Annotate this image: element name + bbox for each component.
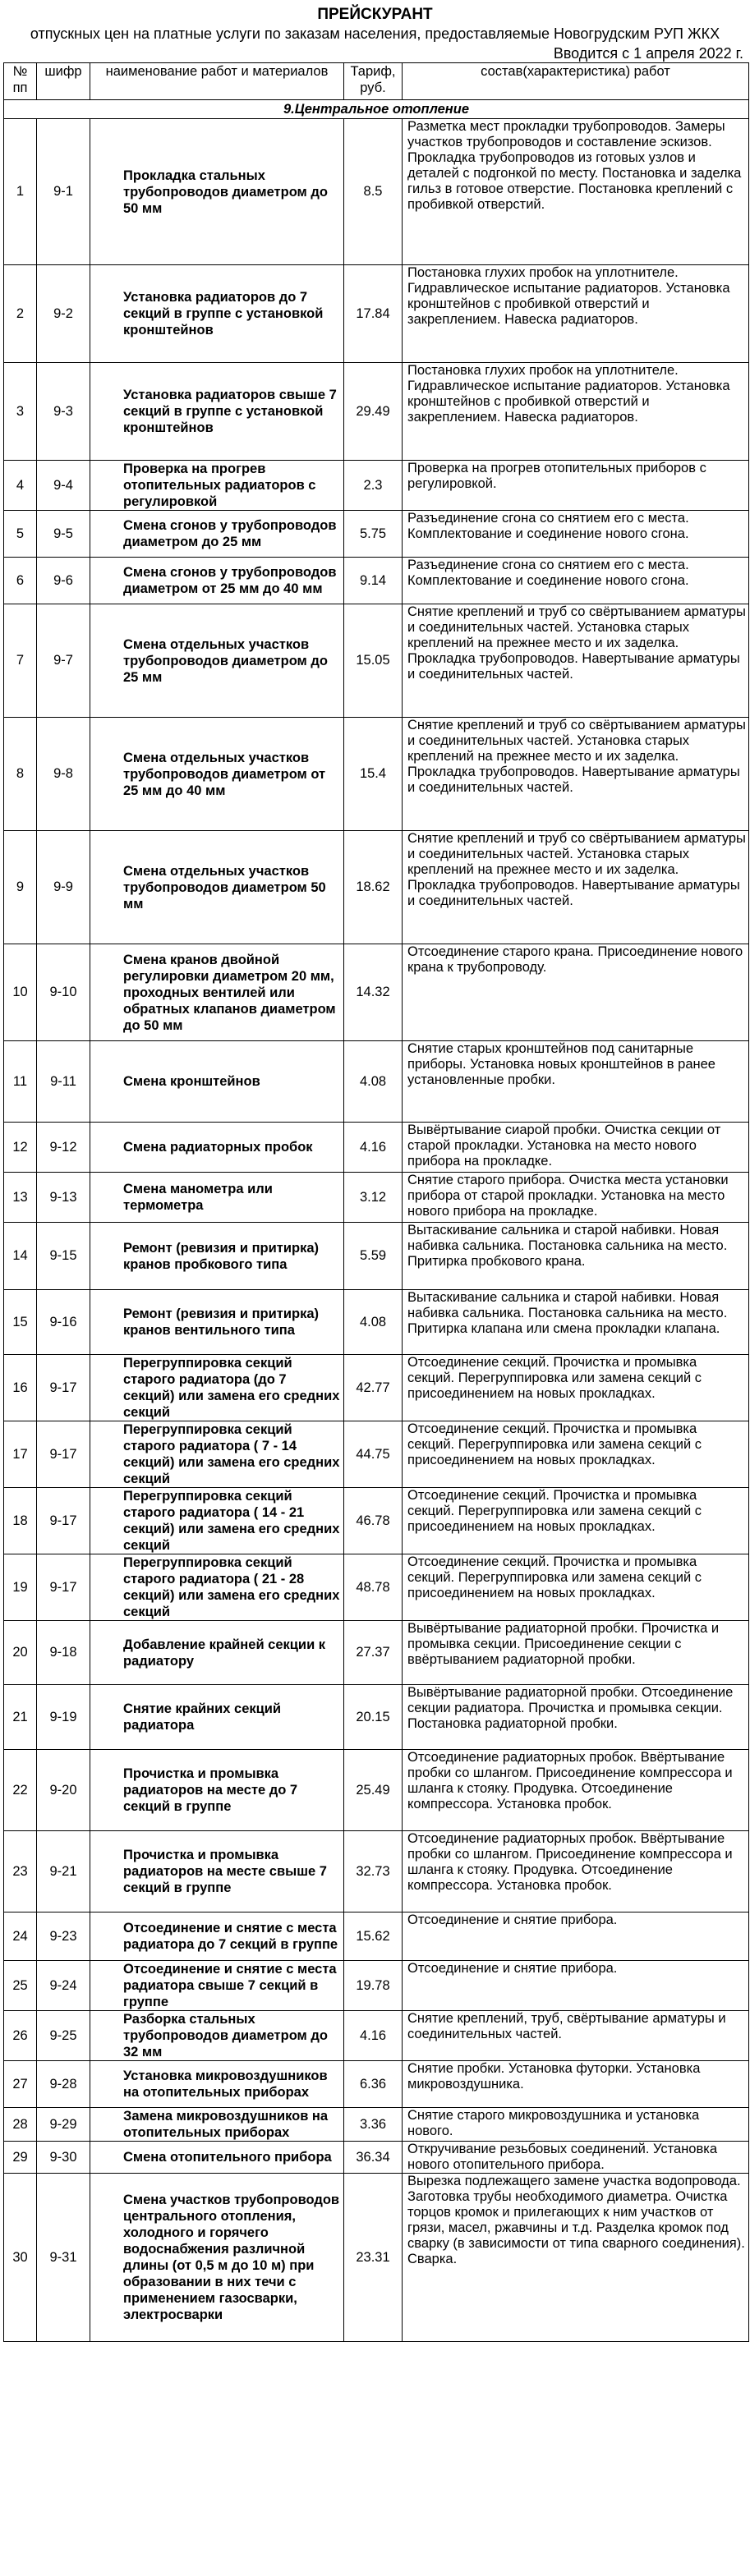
row-code: 9-31: [37, 2174, 90, 2342]
row-price: 36.34: [344, 2142, 403, 2174]
row-code: 9-13: [37, 1173, 90, 1223]
row-number: 4: [4, 461, 37, 511]
row-description: Снятие креплений и труб со свёртыванием арматуры и соединительных частей. Установка старых креплений на прежнее место и их заделка. Прокладка трубопроводов. Навертывание арматуры и соединительных частей.: [403, 604, 749, 718]
row-number: 30: [4, 2174, 37, 2342]
row-work-name: Прочистка и промывка радиаторов на месте свыше 7 секций в группе: [90, 1831, 344, 1912]
table-row: [4, 1041, 749, 1123]
row-number: 27: [4, 2061, 37, 2108]
table-row: [4, 1554, 749, 1621]
row-price: 15.4: [344, 718, 403, 831]
row-code: 9-6: [37, 558, 90, 604]
table-row: [4, 2142, 749, 2174]
row-description: Вывёртывание радиаторной пробки. Отсоединение секции радиатора. Прочистка и промывка секции. Постановка радиаторной пробки.: [403, 1685, 749, 1750]
row-description: Отсоединение секций. Прочистка и промывка секций. Перегруппировка или замена секций с присоединением на новых прокладках.: [403, 1554, 749, 1621]
row-work-name: Прокладка стальных трубопроводов диаметром до 50 мм: [90, 119, 344, 265]
table-row: [4, 461, 749, 511]
row-price: 44.75: [344, 1421, 403, 1488]
section-title: 9.Центральное отопление: [4, 100, 749, 119]
row-code: 9-19: [37, 1685, 90, 1750]
price-table: [3, 62, 749, 2342]
table-row: [4, 1621, 749, 1685]
table-row: [4, 2011, 749, 2061]
row-work-name: Перегруппировка секций старого радиатора ( 14 - 21 секций) или замена его средних секций: [90, 1488, 344, 1554]
table-row: [4, 1290, 749, 1355]
row-code: 9-8: [37, 718, 90, 831]
row-number: 12: [4, 1123, 37, 1173]
row-description: Постановка глухих пробок на уплотнителе. Гидравлическое испытание радиаторов. Установка кронштейнов с пробивкой отверстий и закреплением. Навеска радиаторов.: [403, 363, 749, 461]
row-code: 9-21: [37, 1831, 90, 1912]
table-row: [4, 1831, 749, 1912]
row-number: 1: [4, 119, 37, 265]
row-description: Отсоединение и снятие прибора.: [403, 1961, 749, 2011]
row-description: Отсоединение радиаторных пробок. Ввёртывание пробки со шлангом. Присоединение компрессора и шланга к стояку. Продувка. Отсоединение компрессора. Установка пробок.: [403, 1750, 749, 1831]
row-number: 19: [4, 1554, 37, 1621]
row-price: 48.78: [344, 1554, 403, 1621]
column-header-desc: состав(характеристика) работ: [403, 63, 749, 100]
row-number: 16: [4, 1355, 37, 1421]
row-description: Вывёртывание сиарой пробки. Очистка секции от старой прокладки. Установка на место нового прибора на прокладке.: [403, 1123, 749, 1173]
row-number: 29: [4, 2142, 37, 2174]
row-number: 23: [4, 1831, 37, 1912]
row-number: 25: [4, 1961, 37, 2011]
row-work-name: Ремонт (ревизия и притирка) кранов пробкового типа: [90, 1223, 344, 1290]
table-row: [4, 1750, 749, 1831]
row-code: 9-17: [37, 1488, 90, 1554]
row-number: 20: [4, 1621, 37, 1685]
row-description: Снятие старых кронштейнов под санитарные приборы. Установка новых кронштейнов в ранее установленные пробки.: [403, 1041, 749, 1123]
row-number: 2: [4, 265, 37, 363]
row-price: 8.5: [344, 119, 403, 265]
row-description: Откручивание резьбовых соединений. Установка нового отопительного прибора.: [403, 2142, 749, 2174]
row-work-name: Смена отдельных участков трубопроводов диаметром 50 мм: [90, 831, 344, 944]
table-row: [4, 119, 749, 265]
row-code: 9-9: [37, 831, 90, 944]
row-work-name: Ремонт (ревизия и притирка) кранов вентильного типа: [90, 1290, 344, 1355]
row-price: 32.73: [344, 1831, 403, 1912]
row-price: 4.08: [344, 1290, 403, 1355]
column-header-code: шифр: [37, 63, 90, 100]
row-description: Отсоединение секций. Прочистка и промывка секций. Перегруппировка или замена секций с присоединением на новых прокладках.: [403, 1355, 749, 1421]
row-code: 9-30: [37, 2142, 90, 2174]
row-number: 10: [4, 944, 37, 1041]
row-price: 20.15: [344, 1685, 403, 1750]
row-code: 9-11: [37, 1041, 90, 1123]
table-row: [4, 2174, 749, 2342]
row-description: Вытаскивание сальника и старой набивки. Новая набивка сальника. Постановка сальника на место. Притирка пробкового крана.: [403, 1223, 749, 1290]
row-price: 17.84: [344, 265, 403, 363]
row-work-name: Проверка на прогрев отопительных радиаторов с регулировкой: [90, 461, 344, 511]
row-description: Снятие креплений и труб со свёртыванием арматуры и соединительных частей. Установка старых креплений на прежнее место и их заделка. Прокладка трубопроводов. Навертывание арматуры и соединительных частей.: [403, 718, 749, 831]
row-description: Вытаскивание сальника и старой набивки. Новая набивка сальника. Постановка сальника на место. Притирка клапана или смена прокладки клапана.: [403, 1290, 749, 1355]
row-price: 14.32: [344, 944, 403, 1041]
row-number: 18: [4, 1488, 37, 1554]
table-header-row: [4, 63, 749, 100]
table-row: [4, 718, 749, 831]
row-price: 9.14: [344, 558, 403, 604]
row-price: 4.08: [344, 1041, 403, 1123]
row-description: Разъединение сгона со снятием его с места. Комплектование и соединение нового сгона.: [403, 511, 749, 558]
column-header-price: Тариф, руб.: [344, 63, 403, 100]
row-description: Снятие креплений, труб, свёртывание арматуры и соединительных частей.: [403, 2011, 749, 2061]
row-work-name: Смена сгонов у трубопроводов диаметром до 25 мм: [90, 511, 344, 558]
row-price: 46.78: [344, 1488, 403, 1554]
row-number: 26: [4, 2011, 37, 2061]
row-work-name: Добавление крайней секции к радиатору: [90, 1621, 344, 1685]
row-work-name: Отсоединение и снятие с места радиатора свыше 7 секций в группе: [90, 1961, 344, 2011]
row-work-name: Установка радиаторов до 7 секций в группе с установкой кронштейнов: [90, 265, 344, 363]
row-price: 3.12: [344, 1173, 403, 1223]
row-number: 8: [4, 718, 37, 831]
document-header: [0, 0, 750, 43]
column-header-num: № пп: [4, 63, 37, 100]
row-description: Вывёртывание радиаторной пробки. Прочистка и промывка секции. Присоединение секции с ввёртыванием радиаторной пробки.: [403, 1621, 749, 1685]
row-work-name: Смена кранов двойной регулировки диаметром 20 мм, проходных вентилей или обратных клапанов диаметром до 50 мм: [90, 944, 344, 1041]
row-code: 9-10: [37, 944, 90, 1041]
row-code: 9-4: [37, 461, 90, 511]
row-number: 15: [4, 1290, 37, 1355]
effective-date: Вводится с 1 апреля 2022 г.: [553, 45, 743, 62]
row-description: Вырезка подлежащего замене участка водопровода. Заготовка трубы необходимого диаметра. Очистка торцов кромок и прилегающих к ним участков от грязи, масел, ржавчины и т.д. Разделка кромок под сварку (в зависимости от типа сварного соединения). Сварка.: [403, 2174, 749, 2342]
table-row: [4, 604, 749, 718]
row-description: Отсоединение радиаторных пробок. Ввёртывание пробки со шлангом. Присоединение компрессора и шланга к стояку. Продувка. Отсоединение компрессора. Установка пробок.: [403, 1831, 749, 1912]
row-number: 14: [4, 1223, 37, 1290]
row-code: 9-7: [37, 604, 90, 718]
row-number: 9: [4, 831, 37, 944]
row-description: Снятие старого прибора. Очистка места установки прибора от старой прокладки. Установка на место нового прибора на прокладке.: [403, 1173, 749, 1223]
row-number: 11: [4, 1041, 37, 1123]
row-description: Отсоединение и снятие прибора.: [403, 1912, 749, 1961]
row-price: 5.75: [344, 511, 403, 558]
row-description: Снятие креплений и труб со свёртыванием арматуры и соединительных частей. Установка старых креплений на прежнее место и их заделка. Прокладка трубопроводов. Навертывание арматуры и соединительных частей.: [403, 831, 749, 944]
row-code: 9-18: [37, 1621, 90, 1685]
row-number: 28: [4, 2108, 37, 2142]
row-work-name: Смена участков трубопроводов центрального отопления, холодного и горячего водоснабжения различной длины (от 0,5 м до 10 м) при образовании в них течи с применением газосварки, электросварки: [90, 2174, 344, 2342]
row-work-name: Снятие крайних секций радиатора: [90, 1685, 344, 1750]
row-description: Отсоединение секций. Прочистка и промывка секций. Перегруппировка или замена секций с присоединением на новых прокладках.: [403, 1488, 749, 1554]
table-row: [4, 1421, 749, 1488]
row-work-name: Перегруппировка секций старого радиатора ( 21 - 28 секций) или замена его средних секций: [90, 1554, 344, 1621]
row-work-name: Разборка стальных трубопроводов диаметром до 32 мм: [90, 2011, 344, 2061]
row-work-name: Перегруппировка секций старого радиатора ( 7 - 14 секций) или замена его средних секций: [90, 1421, 344, 1488]
table-row: [4, 1685, 749, 1750]
row-number: 22: [4, 1750, 37, 1831]
table-row: [4, 1173, 749, 1223]
table-row: [4, 944, 749, 1041]
row-description: Постановка глухих пробок на уплотнителе. Гидравлическое испытание радиаторов. Установка кронштейнов с пробивкой отверстий и закреплением. Навеска радиаторов.: [403, 265, 749, 363]
row-code: 9-17: [37, 1421, 90, 1488]
row-code: 9-17: [37, 1554, 90, 1621]
row-work-name: Смена кронштейнов: [90, 1041, 344, 1123]
row-price: 2.3: [344, 461, 403, 511]
table-row: [4, 511, 749, 558]
table-row: [4, 2061, 749, 2108]
table-row: [4, 2108, 749, 2142]
row-work-name: Перегруппировка секций старого радиатора (до 7 секций) или замена его средних секций: [90, 1355, 344, 1421]
table-row: [4, 1912, 749, 1961]
row-work-name: Отсоединение и снятие с места радиатора до 7 секций в группе: [90, 1912, 344, 1961]
row-work-name: Установка микровоздушников на отопительных приборах: [90, 2061, 344, 2108]
row-code: 9-3: [37, 363, 90, 461]
row-code: 9-29: [37, 2108, 90, 2142]
row-code: 9-5: [37, 511, 90, 558]
row-work-name: Прочистка и промывка радиаторов на месте до 7 секций в группе: [90, 1750, 344, 1831]
row-price: 5.59: [344, 1223, 403, 1290]
row-description: Разметка мест прокладки трубопроводов. Замеры участков трубопроводов и составление эскизов. Прокладка трубопроводов из готовых узлов и деталей с подгонкой по месту. Постановка и заделка гильз в готовое отверстие. Постановка креплений с пробивкой отверстий.: [403, 119, 749, 265]
row-code: 9-16: [37, 1290, 90, 1355]
row-price: 6.36: [344, 2061, 403, 2108]
row-description: Отсоединение секций. Прочистка и промывка секций. Перегруппировка или замена секций с присоединением на новых прокладках.: [403, 1421, 749, 1488]
row-code: 9-25: [37, 2011, 90, 2061]
row-number: 3: [4, 363, 37, 461]
row-price: 27.37: [344, 1621, 403, 1685]
row-work-name: Смена отдельных участков трубопроводов диаметром от 25 мм до 40 мм: [90, 718, 344, 831]
table-row: [4, 831, 749, 944]
row-number: 7: [4, 604, 37, 718]
row-code: 9-20: [37, 1750, 90, 1831]
row-number: 17: [4, 1421, 37, 1488]
row-code: 9-15: [37, 1223, 90, 1290]
row-work-name: Установка радиаторов свыше 7 секций в группе с установкой кронштейнов: [90, 363, 344, 461]
row-work-name: Смена манометра или термометра: [90, 1173, 344, 1223]
section-row: [4, 100, 749, 119]
row-price: 15.05: [344, 604, 403, 718]
row-price: 29.49: [344, 363, 403, 461]
row-number: 24: [4, 1912, 37, 1961]
row-description: Отсоединение старого крана. Присоединение нового крана к трубопроводу.: [403, 944, 749, 1041]
row-price: 4.16: [344, 2011, 403, 2061]
row-price: 42.77: [344, 1355, 403, 1421]
row-price: 4.16: [344, 1123, 403, 1173]
row-code: 9-28: [37, 2061, 90, 2108]
row-work-name: Смена отопительного прибора: [90, 2142, 344, 2174]
row-description: Снятие пробки. Установка футорки. Установка микровоздушника.: [403, 2061, 749, 2108]
table-row: [4, 265, 749, 363]
document-title: ПРЕЙСКУРАНТ: [317, 6, 433, 23]
row-number: 21: [4, 1685, 37, 1750]
row-code: 9-17: [37, 1355, 90, 1421]
row-price: 19.78: [344, 1961, 403, 2011]
row-description: Снятие старого микровоздушника и установка нового.: [403, 2108, 749, 2142]
table-row: [4, 1223, 749, 1290]
row-number: 5: [4, 511, 37, 558]
table-row: [4, 1355, 749, 1421]
row-code: 9-12: [37, 1123, 90, 1173]
table-row: [4, 558, 749, 604]
row-number: 6: [4, 558, 37, 604]
row-code: 9-1: [37, 119, 90, 265]
row-code: 9-24: [37, 1961, 90, 2011]
column-header-name: наименование работ и материалов: [90, 63, 344, 100]
row-work-name: Смена сгонов у трубопроводов диаметром от 25 мм до 40 мм: [90, 558, 344, 604]
table-row: [4, 1961, 749, 2011]
row-work-name: Смена отдельных участков трубопроводов диаметром до 25 мм: [90, 604, 344, 718]
table-row: [4, 1488, 749, 1554]
row-price: 25.49: [344, 1750, 403, 1831]
row-price: 3.36: [344, 2108, 403, 2142]
row-description: Разъединение сгона со снятием его с места. Комплектование и соединение нового сгона.: [403, 558, 749, 604]
row-work-name: Смена радиаторных пробок: [90, 1123, 344, 1173]
table-row: [4, 363, 749, 461]
row-description: Проверка на прогрев отопительных приборов с регулировкой.: [403, 461, 749, 511]
row-code: 9-2: [37, 265, 90, 363]
row-code: 9-23: [37, 1912, 90, 1961]
row-work-name: Замена микровоздушников на отопительных приборах: [90, 2108, 344, 2142]
row-number: 13: [4, 1173, 37, 1223]
row-price: 15.62: [344, 1912, 403, 1961]
table-row: [4, 1123, 749, 1173]
document-subtitle: отпускных цен на платные услуги по заказам населения, предоставляемые Новогрудским РУП ЖКХ: [30, 25, 720, 42]
row-price: 23.31: [344, 2174, 403, 2342]
row-price: 18.62: [344, 831, 403, 944]
